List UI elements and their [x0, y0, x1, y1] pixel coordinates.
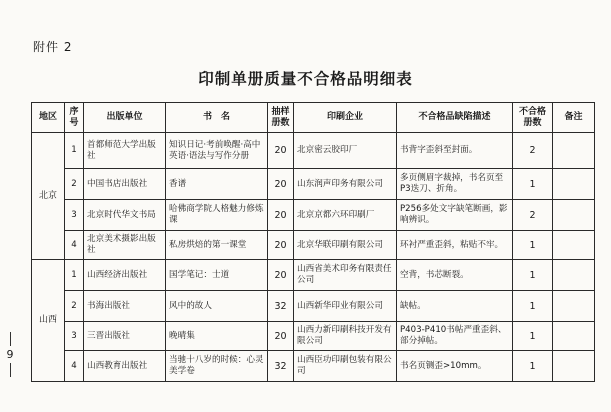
header-printer: 印刷企业 — [294, 103, 397, 133]
defect-count-cell: 1 — [513, 260, 553, 291]
defect-cell: 书背字歪斜至封面。 — [397, 133, 513, 169]
page-number-dash-top — [10, 332, 11, 346]
book-cell: 私房烘焙的第一课堂 — [166, 231, 268, 260]
table-header-row — [32, 103, 595, 133]
publisher-cell: 三晋出版社 — [84, 322, 166, 351]
document-title: 印制单册质量不合格品明细表 — [198, 70, 413, 88]
region-cell: 山西 — [32, 260, 65, 382]
defect-cell: 缺帖。 — [397, 291, 513, 322]
header-book: 书 名 — [166, 103, 268, 133]
attachment-label: 附件 2 — [33, 40, 73, 54]
qty-cell: 32 — [268, 351, 294, 382]
table-row — [32, 133, 595, 169]
table-row — [32, 351, 595, 382]
header-note: 备注 — [553, 103, 595, 133]
header-defect: 不合格品缺陷描述 — [397, 103, 513, 133]
note-cell — [553, 260, 595, 291]
qty-cell: 20 — [268, 133, 294, 169]
defect-cell: 书名页铡歪>10mm。 — [397, 351, 513, 382]
qty-cell: 20 — [268, 260, 294, 291]
book-cell: 国学笔记：士道 — [166, 260, 268, 291]
qty-cell: 20 — [268, 169, 294, 200]
printer-cell: 山东润声印务有限公司 — [294, 169, 397, 200]
defect-count-cell: 1 — [513, 322, 553, 351]
defect-count-cell: 2 — [513, 200, 553, 231]
table-row — [32, 260, 595, 291]
header-publisher: 出版单位 — [84, 103, 166, 133]
defect-cell: P403-P410书帖严重歪斜、部分掉帖。 — [397, 322, 513, 351]
seq-cell: 2 — [65, 291, 84, 322]
defect-count-cell: 1 — [513, 291, 553, 322]
printer-cell: 北京华联印刷有限公司 — [294, 231, 397, 260]
book-cell: 知识日记·考前唤醒·高中英语·语法与写作分册 — [166, 133, 268, 169]
printer-cell: 北京密云胶印厂 — [294, 133, 397, 169]
note-cell — [553, 169, 595, 200]
page-number: 9 — [6, 348, 14, 361]
note-cell — [553, 231, 595, 260]
table-row — [32, 291, 595, 322]
publisher-cell: 书海出版社 — [84, 291, 166, 322]
qty-cell: 20 — [268, 322, 294, 351]
book-cell: 晚晴集 — [166, 322, 268, 351]
publisher-cell: 北京时代华文书局 — [84, 200, 166, 231]
defect-cell: 环衬严重歪斜，粘贴不牢。 — [397, 231, 513, 260]
seq-cell: 1 — [65, 133, 84, 169]
defect-cell: 空背，书芯断裂。 — [397, 260, 513, 291]
header-seq: 序号 — [65, 103, 84, 133]
note-cell — [553, 351, 595, 382]
book-cell: 风中的故人 — [166, 291, 268, 322]
publisher-cell: 中国书店出版社 — [84, 169, 166, 200]
defect-table — [31, 102, 595, 382]
seq-cell: 3 — [65, 322, 84, 351]
printer-cell: 山西臣功印刷包装有限公司 — [294, 351, 397, 382]
publisher-cell: 山西经济出版社 — [84, 260, 166, 291]
note-cell — [553, 133, 595, 169]
seq-cell: 3 — [65, 200, 84, 231]
seq-cell: 4 — [65, 231, 84, 260]
book-cell: 哈佛商学院人格魅力修炼课 — [166, 200, 268, 231]
seq-cell: 4 — [65, 351, 84, 382]
table-row — [32, 169, 595, 200]
table-row — [32, 200, 595, 231]
table-row — [32, 231, 595, 260]
note-cell — [553, 322, 595, 351]
book-cell: 香谱 — [166, 169, 268, 200]
seq-cell: 2 — [65, 169, 84, 200]
publisher-cell: 北京美术摄影出版社 — [84, 231, 166, 260]
book-cell: 当驰十八岁的时候：心灵美学卷 — [166, 351, 268, 382]
defect-count-cell: 1 — [513, 351, 553, 382]
header-defect-count: 不合格册数 — [513, 103, 553, 133]
region-cell: 北京 — [32, 133, 65, 260]
seq-cell: 1 — [65, 260, 84, 291]
defect-count-cell: 1 — [513, 231, 553, 260]
qty-cell: 32 — [268, 291, 294, 322]
printer-cell: 山西省美术印务有限责任公司 — [294, 260, 397, 291]
header-region: 地区 — [32, 103, 65, 133]
page-number-marker — [4, 330, 16, 379]
defect-count-cell: 1 — [513, 169, 553, 200]
header-qty: 抽样册数 — [268, 103, 294, 133]
qty-cell: 20 — [268, 231, 294, 260]
note-cell — [553, 200, 595, 231]
defect-cell: 多页侧眉字裁掉，书名页至P3迭刀、折角。 — [397, 169, 513, 200]
table-row — [32, 322, 595, 351]
publisher-cell: 首都师范大学出版社 — [84, 133, 166, 169]
printer-cell: 北京京都六环印刷厂 — [294, 200, 397, 231]
qty-cell: 20 — [268, 200, 294, 231]
defect-cell: P256多处文字缺笔断画，影响辨识。 — [397, 200, 513, 231]
publisher-cell: 山西教育出版社 — [84, 351, 166, 382]
printer-cell: 山西力新印刷科技开发有限公司 — [294, 322, 397, 351]
printer-cell: 山西新华印业有限公司 — [294, 291, 397, 322]
defect-count-cell: 2 — [513, 133, 553, 169]
page-number-dash-bottom — [10, 363, 11, 377]
note-cell — [553, 291, 595, 322]
